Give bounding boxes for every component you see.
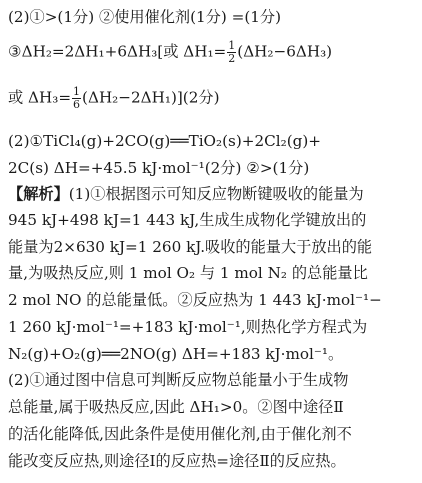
analysis-line-7: N₂(g)+O₂(g)══2NO(g) ΔH=+183 kJ·mol⁻¹。: [8, 345, 344, 363]
analysis-line-3: 能量为2×630 kJ=1 260 kJ.吸收的能量大于放出的能: [8, 238, 373, 256]
answer-line-1: (2)①>(1分) ②使用催化剂(1分) =(1分): [8, 8, 282, 26]
fraction-denominator: 2: [228, 52, 236, 65]
fraction: [72, 86, 81, 111]
analysis-line-11: 能改变反应热,则途径Ⅰ的反应热=途径Ⅱ的反应热。: [8, 452, 346, 470]
analysis-line-1: [8, 184, 418, 204]
analysis-line-8: (2)①通过图中信息可判断反应物总能量小于生成物: [8, 371, 349, 389]
fraction: [227, 40, 236, 65]
equation-part: (ΔH₂−6ΔH₃): [237, 42, 333, 61]
equation-part: ③ΔH₂=2ΔH₁+6ΔH₃[或 ΔH₁=: [8, 42, 227, 61]
answer-line-3: [8, 86, 418, 111]
analysis-tag: 【解析】: [8, 185, 69, 203]
analysis-line-5: 2 mol NO 的总能量低。②反应热为 1 443 kJ·mol⁻¹−: [8, 291, 382, 309]
answer-line-5: 2C(s) ΔH=+45.5 kJ·mol⁻¹(2分) ②>(1分): [8, 159, 310, 177]
answer-line-4: (2)①TiCl₄(g)+2CO(g)══TiO₂(s)+2Cl₂(g)+: [8, 132, 321, 150]
fraction-denominator: 6: [73, 98, 81, 111]
analysis-line-9: 总能量,属于吸热反应,因此 ΔH₁>0。②图中途径Ⅱ: [8, 398, 344, 416]
analysis-line-4: 量,为吸热反应,则 1 mol O₂ 与 1 mol N₂ 的总能量比: [8, 264, 368, 282]
equation-part: 或 ΔH₃=: [8, 88, 72, 107]
equation-part: (ΔH₂−2ΔH₁)](2分): [82, 88, 220, 107]
analysis-line-2: 945 kJ+498 kJ=1 443 kJ,生成生成物化学键放出的: [8, 211, 367, 229]
analysis-text: (1)①根据图示可知反应物断键吸收的能量为: [68, 185, 364, 203]
fraction-numerator: 1: [73, 85, 81, 98]
analysis-line-10: 的活化能降低,因此条件是使用催化剂,由于催化剂不: [8, 425, 352, 443]
answer-line-2: [8, 40, 418, 65]
fraction-numerator: 1: [228, 39, 236, 52]
analysis-line-6: 1 260 kJ·mol⁻¹=+183 kJ·mol⁻¹,则热化学方程式为: [8, 318, 368, 336]
